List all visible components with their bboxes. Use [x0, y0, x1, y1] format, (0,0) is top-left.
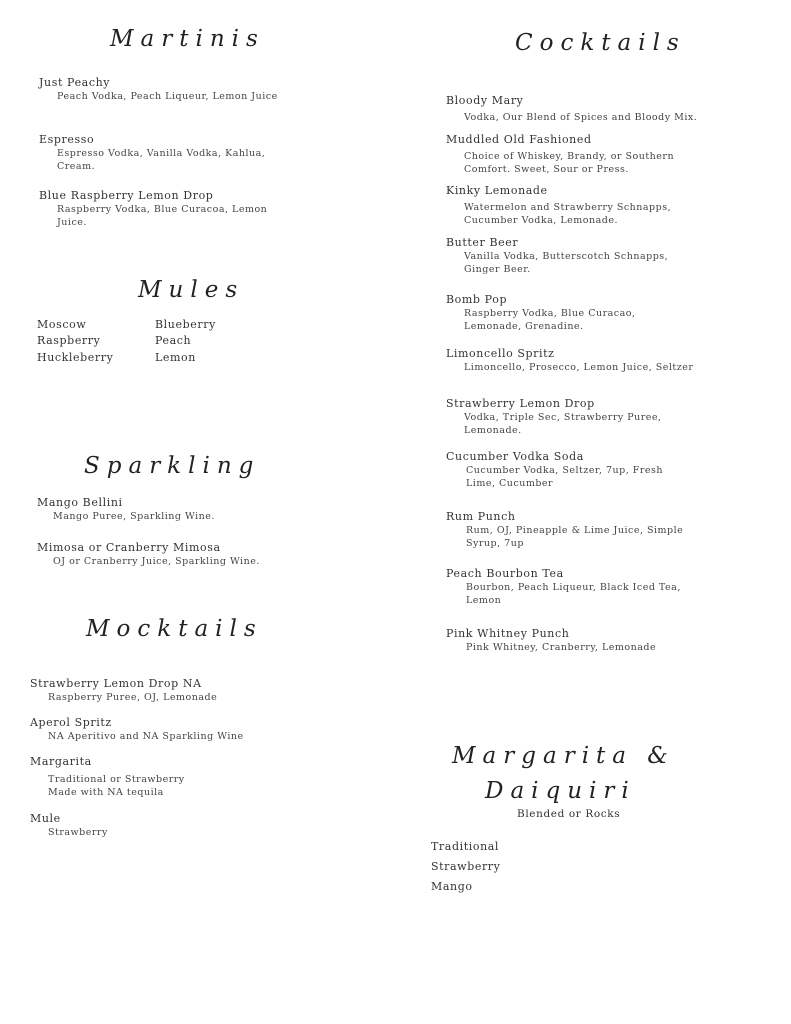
item-description: Choice of Whiskey, Brandy, or Southern Comfort. Sweet, Sour or Press.: [464, 151, 675, 175]
martinis-heading: Martinis: [110, 26, 265, 52]
mule-peach: Peach: [155, 334, 192, 347]
item-description: Espresso Vodka, Vanilla Vodka, Kahlua, Cream.: [57, 148, 266, 172]
item-name: Limoncello Spritz: [446, 347, 555, 360]
margarita-heading-line1: Margarita &: [452, 743, 675, 769]
item-name: Bomb Pop: [446, 293, 508, 306]
mule-blueberry: Blueberry: [155, 318, 216, 331]
item-description: Limoncello, Prosecco, Lemon Juice, Seltzer: [464, 362, 694, 373]
item-name: Margarita: [30, 755, 92, 768]
item-description: Raspberry Vodka, Blue Curacoa, Lemon Juice.: [57, 204, 268, 228]
item-name: Espresso: [39, 133, 95, 146]
item-description: NA Aperitivo and NA Sparkling Wine: [48, 731, 244, 742]
sparkling-heading: Sparkling: [84, 453, 261, 479]
mule-raspberry: Raspberry: [37, 334, 101, 347]
menu-item-mango-bellini: [37, 496, 297, 523]
menu-item-cucumber-vodka-soda: [446, 450, 696, 490]
item-name: Rum Punch: [446, 510, 516, 523]
item-description: Rum, OJ, Pineapple & Lime Juice, Simple Syrup, 7up: [466, 525, 684, 549]
margarita-mango: Mango: [431, 880, 473, 893]
item-description: Mango Puree, Sparkling Wine.: [53, 511, 215, 522]
item-name: Aperol Spritz: [30, 716, 112, 729]
item-description: Strawberry: [48, 827, 108, 838]
item-name: Mule: [30, 812, 61, 825]
menu-item-margarita-na: [30, 755, 290, 799]
menu-item-strawberry-lemon-drop: [446, 397, 696, 437]
mule-huckleberry: Huckleberry: [37, 351, 114, 364]
margarita-strawberry: Strawberry: [431, 860, 501, 873]
menu-item-kinky-lemonade: [446, 184, 696, 227]
item-name: Cucumber Vodka Soda: [446, 450, 584, 463]
item-name: Just Peachy: [39, 76, 111, 89]
item-description: Vanilla Vodka, Butterscotch Schnapps, Ginger Beer.: [464, 251, 669, 275]
item-description: Traditional or Strawberry: [48, 774, 185, 785]
menu-item-blue-raspberry-lemon-drop: [39, 189, 289, 229]
menu-item-peach-bourbon-tea: [446, 567, 696, 607]
menu-item-limoncello-spritz: [446, 347, 716, 374]
margarita-subtitle: Blended or Rocks: [517, 808, 621, 820]
item-name: Strawberry Lemon Drop NA: [30, 677, 202, 690]
mules-heading: Mules: [138, 277, 245, 303]
menu-item-mimosa: [37, 541, 297, 568]
margarita-traditional: Traditional: [431, 840, 500, 853]
menu-item-pink-whitney-punch: [446, 627, 716, 654]
item-description: OJ or Cranberry Juice, Sparkling Wine.: [53, 556, 260, 567]
margarita-heading-line2: Daiquiri: [485, 778, 636, 804]
item-description: Vodka, Triple Sec, Strawberry Puree, Lemonade.: [464, 412, 662, 436]
item-name: Mimosa or Cranberry Mimosa: [37, 541, 221, 554]
item-name: Bloody Mary: [446, 94, 524, 107]
item-name: Pink Whitney Punch: [446, 627, 570, 640]
menu-item-bloody-mary: [446, 94, 716, 124]
item-name: Mango Bellini: [37, 496, 123, 509]
item-description: Watermelon and Strawberry Schnapps, Cucumber Vodka, Lemonade.: [464, 202, 672, 226]
item-description: Raspberry Puree, OJ, Lemonade: [48, 692, 218, 703]
item-description-2: Made with NA tequila: [48, 787, 164, 798]
item-name: Butter Beer: [446, 236, 519, 249]
menu-item-rum-punch: [446, 510, 696, 550]
mule-moscow: Moscow: [37, 318, 87, 331]
cocktails-heading: Cocktails: [515, 30, 686, 56]
menu-item-strawberry-lemon-drop-na: [30, 677, 290, 704]
menu-item-mule-na: [30, 812, 290, 839]
item-description: Bourbon, Peach Liqueur, Black Iced Tea, Lemon: [466, 582, 681, 606]
item-description: Cucumber Vodka, Seltzer, 7up, Fresh Lime, Cucumber: [466, 465, 664, 489]
item-description: Pink Whitney, Cranberry, Lemonade: [466, 642, 657, 653]
item-name: Strawberry Lemon Drop: [446, 397, 595, 410]
menu-item-espresso: [39, 133, 289, 173]
mule-lemon: Lemon: [155, 351, 196, 364]
item-name: Blue Raspberry Lemon Drop: [39, 189, 214, 202]
menu-item-bomb-pop: [446, 293, 696, 333]
menu-item-muddled-old-fashioned: [446, 133, 696, 176]
item-name: Peach Bourbon Tea: [446, 567, 564, 580]
item-name: Kinky Lemonade: [446, 184, 548, 197]
item-description: Vodka, Our Blend of Spices and Bloody Mix.: [464, 112, 698, 123]
mocktails-heading: Mocktails: [86, 616, 263, 642]
item-description: Raspberry Vodka, Blue Curacao, Lemonade, Grenadine.: [464, 308, 636, 332]
item-description: Peach Vodka, Peach Liqueur, Lemon Juice: [57, 91, 278, 102]
menu-item-just-peachy: [39, 76, 289, 103]
menu-item-aperol-spritz: [30, 716, 290, 743]
item-name: Muddled Old Fashioned: [446, 133, 592, 146]
menu-item-butter-beer: [446, 236, 696, 276]
